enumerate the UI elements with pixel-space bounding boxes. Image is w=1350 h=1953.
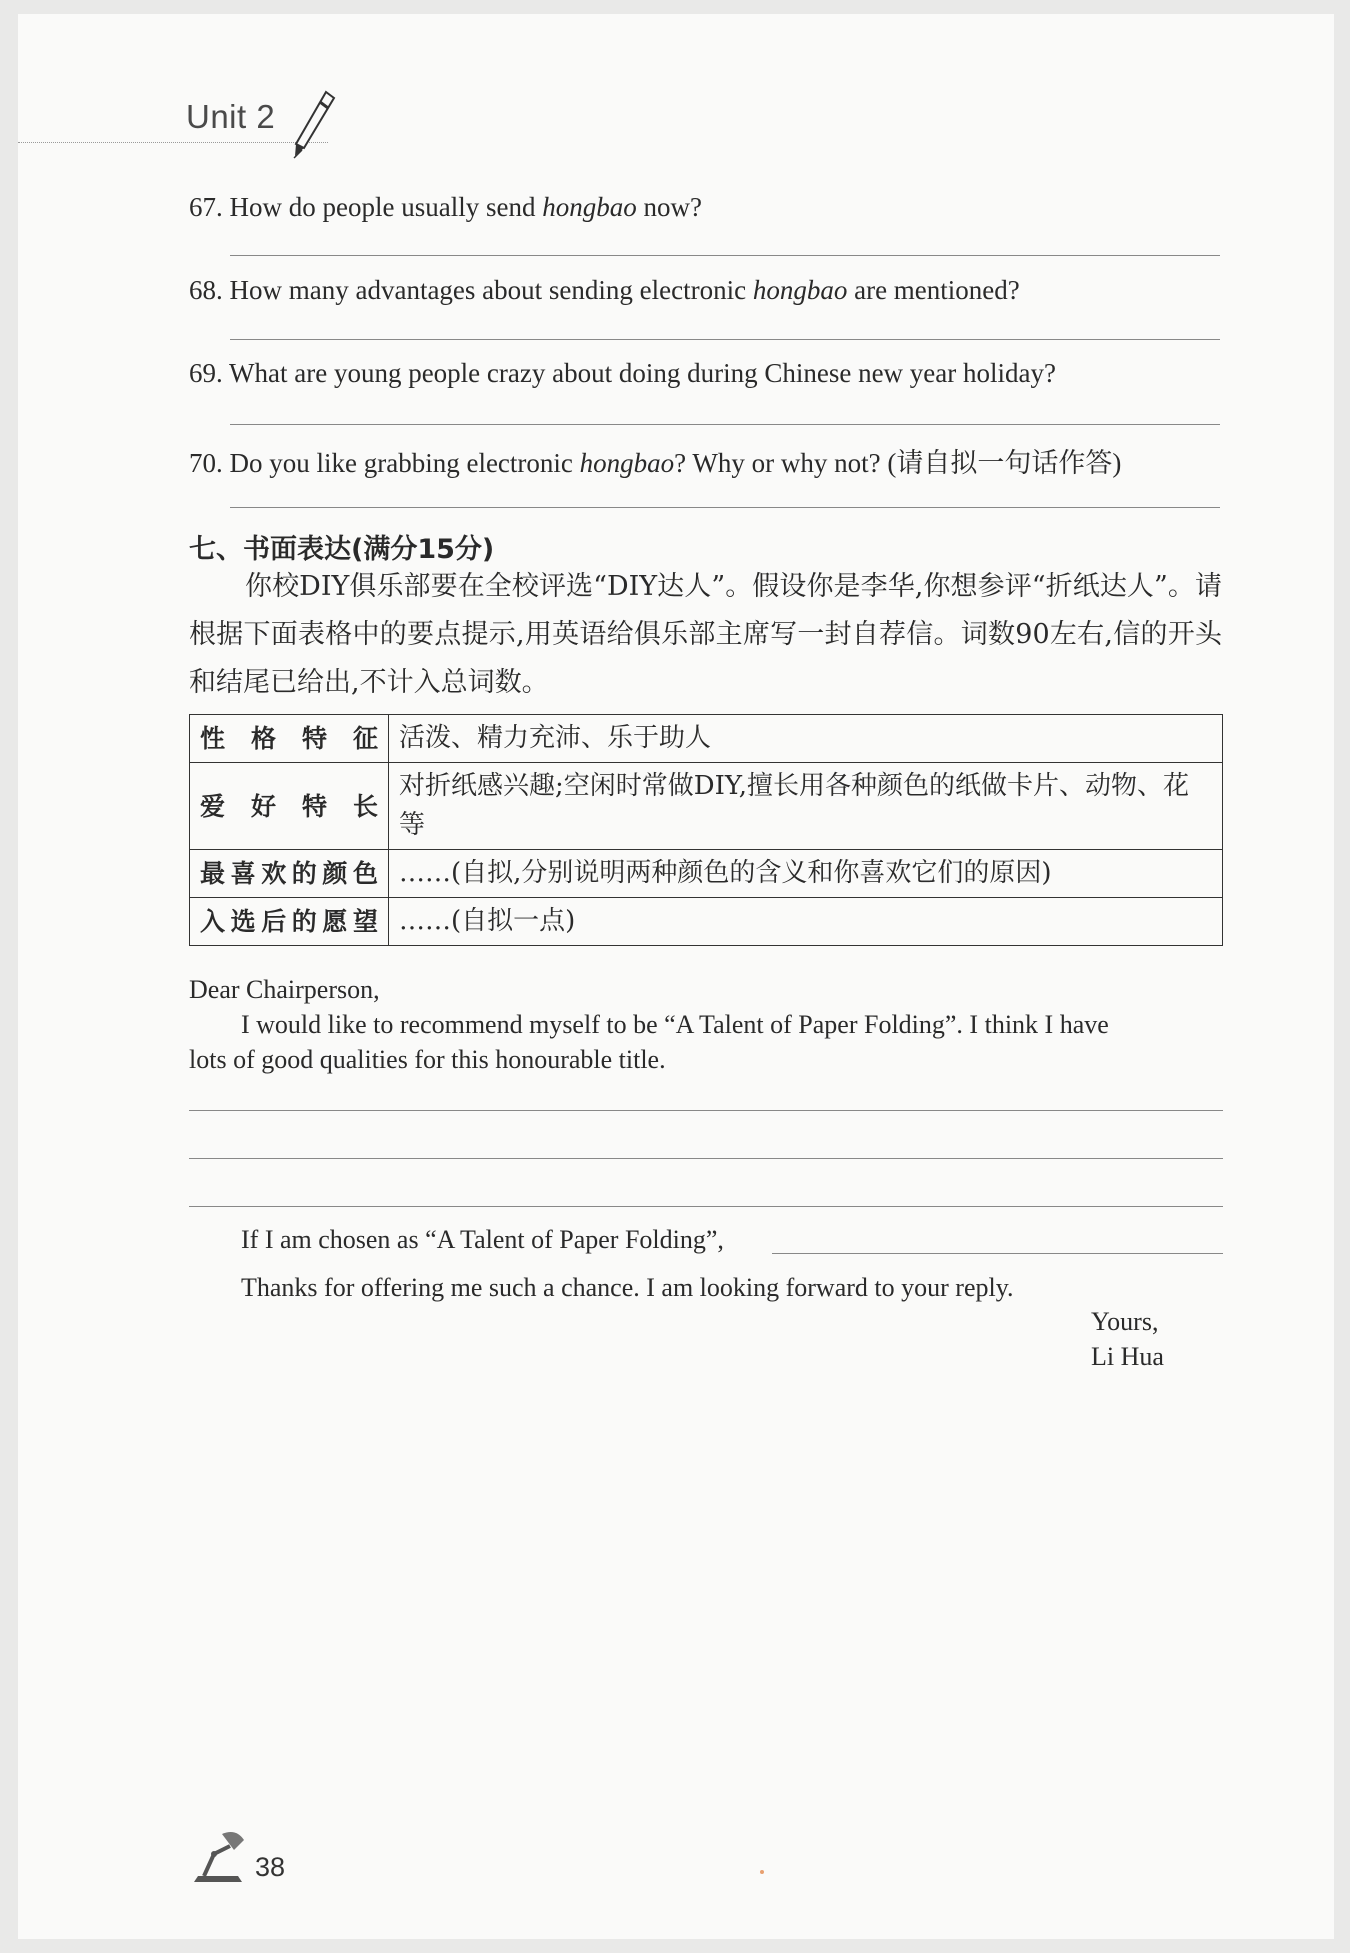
table-row: [190, 715, 1223, 763]
question-67: 67. How do people usually send hongbao now?: [189, 192, 702, 222]
desk-lamp-icon: [190, 1826, 250, 1886]
question-70: 70. Do you like grabbing electronic hongbao? Why or why not? (请自拟一句话作答): [189, 448, 1122, 478]
table-key: 最喜欢的颜色: [190, 850, 389, 898]
table-value: 活泼、精力充沛、乐于助人: [389, 715, 1223, 763]
hints-table: [189, 714, 1223, 946]
section-instruction: 你校DIY俱乐部要在全校评选“DIY达人”。假设你是李华,你想参评“折纸达人”。请根据下面表格中的要点提示,用英语给俱乐部主席写一封自荐信。词数90左右,信的开头和结尾已给出,不计入总词数。: [189, 571, 1222, 698]
table-row: [190, 898, 1223, 946]
header-rule: [18, 142, 328, 143]
section-title: 七、书面表达(满分15分): [189, 534, 495, 565]
writing-line-2[interactable]: [189, 1158, 1223, 1159]
table-value: ……(自拟,分别说明两种颜色的含义和你喜欢它们的原因): [389, 850, 1223, 898]
pen-icon: [290, 88, 338, 160]
writing-line-1[interactable]: [189, 1110, 1223, 1111]
answer-line-70[interactable]: [230, 507, 1220, 508]
writing-line-4[interactable]: [772, 1253, 1223, 1254]
table-value: 对折纸感兴趣;空闲时常做DIY,擅长用各种颜色的纸做卡片、动物、花等: [389, 763, 1223, 850]
answer-line-67[interactable]: [230, 255, 1220, 256]
letter-line-1: I would like to recommend myself to be “A Talent of Paper Folding”. I think I have: [241, 1010, 1109, 1039]
letter-greeting: Dear Chairperson,: [189, 975, 380, 1004]
writing-line-3[interactable]: [189, 1206, 1223, 1207]
letter-if-line: If I am chosen as “A Talent of Paper Folding”,: [241, 1225, 724, 1254]
table-key: 入选后的愿望: [190, 898, 389, 946]
table-key: 爱 好 特 长: [190, 763, 389, 850]
table-key: 性 格 特 征: [190, 715, 389, 763]
print-speck: [760, 1870, 764, 1874]
table-row: [190, 850, 1223, 898]
letter-signature: Li Hua: [1091, 1342, 1164, 1371]
table-row: [190, 763, 1223, 850]
question-68: 68. How many advantages about sending electronic hongbao are mentioned?: [189, 275, 1020, 305]
letter-closing: Yours,: [1091, 1307, 1159, 1336]
question-69: 69. What are young people crazy about doing during Chinese new year holiday?: [189, 358, 1056, 388]
page-number: 38: [255, 1852, 286, 1882]
answer-line-68[interactable]: [230, 339, 1220, 340]
letter-line-2: lots of good qualities for this honourable title.: [189, 1045, 666, 1074]
unit-title: Unit 2: [186, 98, 276, 135]
letter-thanks: Thanks for offering me such a chance. I am looking forward to your reply.: [241, 1273, 1014, 1302]
answer-line-69[interactable]: [230, 424, 1220, 425]
table-value: ……(自拟一点): [389, 898, 1223, 946]
